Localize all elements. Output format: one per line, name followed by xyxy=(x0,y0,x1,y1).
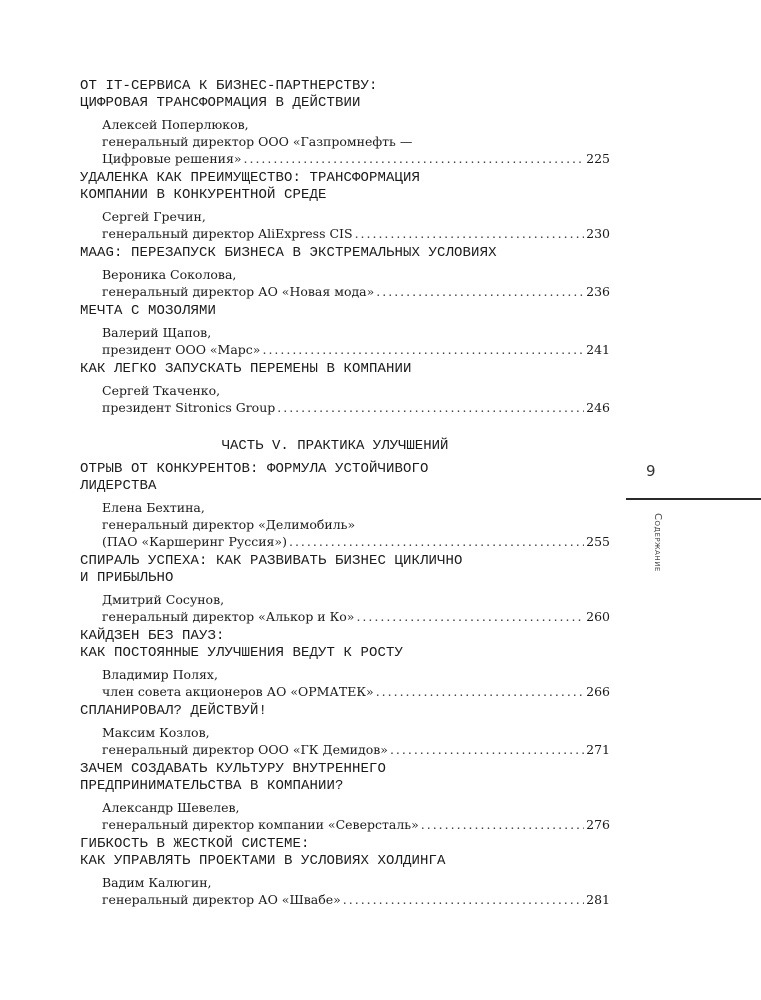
entry-title xyxy=(80,553,610,587)
entry-author-line: генеральный директор ООО «Газпромнефть — xyxy=(102,134,413,149)
entry-author-line: Цифровые решения» xyxy=(102,151,242,166)
entry-title-line: КОМПАНИИ В КОНКУРЕНТНОЙ СРЕДЕ xyxy=(80,187,327,203)
entry-author-line: Алексей Поперлюков, xyxy=(102,117,249,132)
entry-page-number: 230 xyxy=(586,226,610,241)
entry-title-line: КАК УПРАВЛЯТЬ ПРОЕКТАМИ В УСЛОВИЯХ ХОЛДИНГА xyxy=(80,853,446,869)
table-of-contents xyxy=(80,78,610,911)
entry-title-line: ЦИФРОВАЯ ТРАНСФОРМАЦИЯ В ДЕЙСТВИИ xyxy=(80,95,361,111)
entry-page-number: 236 xyxy=(586,284,610,299)
dot-leader xyxy=(390,741,584,758)
entry-author-line: Валерий Щапов, xyxy=(102,325,212,340)
toc-entry xyxy=(80,553,610,625)
entry-title xyxy=(80,170,610,204)
toc-entry xyxy=(80,461,610,550)
entry-title-line: ПРЕДПРИНИМАТЕЛЬСТВА В КОМПАНИИ? xyxy=(80,778,344,794)
entry-title-line: ОТ IT-СЕРВИСА К БИЗНЕС-ПАРТНЕРСТВУ: xyxy=(80,78,378,94)
entry-leader-line xyxy=(102,150,610,167)
dot-leader xyxy=(277,399,584,416)
entry-title xyxy=(80,461,610,495)
toc-entry xyxy=(80,303,610,358)
toc-part-v-entries xyxy=(80,461,610,908)
section-label: Содержание xyxy=(652,513,663,572)
entry-title-line: МЕЧТА С МОЗОЛЯМИ xyxy=(80,303,217,319)
entry-author-line: Сергей Гречин, xyxy=(102,209,206,224)
entry-author-line: Дмитрий Сосунов, xyxy=(102,592,225,607)
entry-title-line: КАЙДЗЕН БЕЗ ПАУЗ: xyxy=(80,628,225,644)
entry-title-line: MAAG: ПЕРЕЗАПУСК БИЗНЕСА В ЭКСТРЕМАЛЬНЫХ УСЛОВИЯХ xyxy=(80,245,497,261)
entry-author xyxy=(80,799,610,833)
entry-author-line: генеральный директор АО «Новая мода» xyxy=(102,284,375,299)
entry-title xyxy=(80,245,610,262)
entry-leader-line xyxy=(102,399,610,416)
toc-entry xyxy=(80,361,610,416)
dot-leader xyxy=(355,225,585,242)
entry-author xyxy=(80,208,610,242)
dot-leader xyxy=(421,816,584,833)
entry-author-line: Владимир Полях, xyxy=(102,667,218,682)
entry-title-line: ЛИДЕРСТВА xyxy=(80,478,157,494)
toc-entry xyxy=(80,836,610,908)
entry-author xyxy=(80,324,610,358)
side-divider xyxy=(626,498,761,500)
entry-leader-line xyxy=(102,225,610,242)
toc-entry xyxy=(80,245,610,300)
entry-author xyxy=(80,499,610,550)
dot-leader xyxy=(289,533,584,550)
entry-title xyxy=(80,761,610,795)
entry-page-number: 241 xyxy=(586,342,610,357)
entry-page-number: 255 xyxy=(586,534,610,549)
toc-entry xyxy=(80,761,610,833)
entry-title-line: ГИБКОСТЬ В ЖЕСТКОЙ СИСТЕМЕ: xyxy=(80,836,310,852)
entry-page-number: 225 xyxy=(586,151,610,166)
toc-entry xyxy=(80,703,610,758)
entry-title-line: КАК ЛЕГКО ЗАПУСКАТЬ ПЕРЕМЕНЫ В КОМПАНИИ xyxy=(80,361,412,377)
entry-leader-line xyxy=(102,816,610,833)
entry-author xyxy=(80,382,610,416)
entry-leader-line xyxy=(102,608,610,625)
entry-leader-line xyxy=(102,533,610,550)
part-heading: ЧАСТЬ V. ПРАКТИКА УЛУЧШЕНИЙ xyxy=(221,438,449,454)
entry-title xyxy=(80,628,610,662)
entry-leader-line xyxy=(102,741,610,758)
entry-author-line: президент Sitronics Group xyxy=(102,400,276,415)
entry-page-number: 246 xyxy=(586,400,610,415)
dot-leader xyxy=(356,608,584,625)
entry-author xyxy=(80,591,610,625)
entry-page-number: 276 xyxy=(586,817,610,832)
toc-entry xyxy=(80,628,610,700)
entry-author-line: генеральный директор АО «Швабе» xyxy=(102,892,341,907)
entry-author-line: Сергей Ткаченко, xyxy=(102,383,221,398)
page-number: 9 xyxy=(646,462,656,480)
toc-entry xyxy=(80,78,610,167)
entry-author xyxy=(80,724,610,758)
toc-part-iv-entries xyxy=(80,78,610,416)
entry-author-line: член совета акционеров АО «ОРМАТЕК» xyxy=(102,684,374,699)
entry-author-line: генеральный директор ООО «ГК Демидов» xyxy=(102,742,388,757)
entry-title xyxy=(80,703,610,720)
entry-author-line: Александр Шевелев, xyxy=(102,800,240,815)
entry-author xyxy=(80,116,610,167)
entry-title xyxy=(80,836,610,870)
dot-leader xyxy=(262,341,584,358)
entry-title xyxy=(80,78,610,112)
entry-author-line: генеральный директор «Алькор и Ко» xyxy=(102,609,355,624)
entry-author-line: президент ООО «Марс» xyxy=(102,342,261,357)
entry-leader-line xyxy=(102,341,610,358)
entry-title-line: СПЛАНИРОВАЛ? ДЕЙСТВУЙ! xyxy=(80,703,268,719)
entry-page-number: 266 xyxy=(586,684,610,699)
dot-leader xyxy=(343,891,584,908)
entry-title xyxy=(80,361,610,378)
entry-author xyxy=(80,266,610,300)
entry-title-line: СПИРАЛЬ УСПЕХА: КАК РАЗВИВАТЬ БИЗНЕС ЦИКЛИЧНО xyxy=(80,553,463,569)
entry-title-line: КАК ПОСТОЯННЫЕ УЛУЧШЕНИЯ ВЕДУТ К РОСТУ xyxy=(80,645,404,661)
dot-leader xyxy=(244,150,585,167)
entry-author xyxy=(80,874,610,908)
entry-page-number: 260 xyxy=(586,609,610,624)
entry-author-line: Вероника Соколова, xyxy=(102,267,237,282)
entry-title xyxy=(80,303,610,320)
entry-author xyxy=(80,666,610,700)
entry-leader-line xyxy=(102,891,610,908)
entry-author-line: Максим Козлов, xyxy=(102,725,210,740)
entry-title-line: ЗАЧЕМ СОЗДАВАТЬ КУЛЬТУРУ ВНУТРЕННЕГО xyxy=(80,761,387,777)
entry-leader-line xyxy=(102,283,610,300)
dot-leader xyxy=(376,283,584,300)
entry-author-line: Елена Бехтина, xyxy=(102,500,205,515)
entry-page-number: 271 xyxy=(586,742,610,757)
entry-author-line: генеральный директор «Делимобиль» xyxy=(102,517,356,532)
entry-title-line: И ПРИБЫЛЬНО xyxy=(80,570,174,586)
entry-title-line: УДАЛЕНКА КАК ПРЕИМУЩЕСТВО: ТРАНСФОРМАЦИЯ xyxy=(80,170,421,186)
entry-author-line: Вадим Калюгин, xyxy=(102,875,212,890)
entry-author-line: (ПАО «Каршеринг Руссия») xyxy=(102,534,287,549)
entry-author-line: генеральный директор компании «Северсталь» xyxy=(102,817,419,832)
dot-leader xyxy=(376,683,584,700)
entry-author-line: генеральный директор AliExpress CIS xyxy=(102,226,353,241)
entry-leader-line xyxy=(102,683,610,700)
entry-title-line: ОТРЫВ ОТ КОНКУРЕНТОВ: ФОРМУЛА УСТОЙЧИВОГО xyxy=(80,461,429,477)
entry-page-number: 281 xyxy=(586,892,610,907)
toc-entry xyxy=(80,170,610,242)
